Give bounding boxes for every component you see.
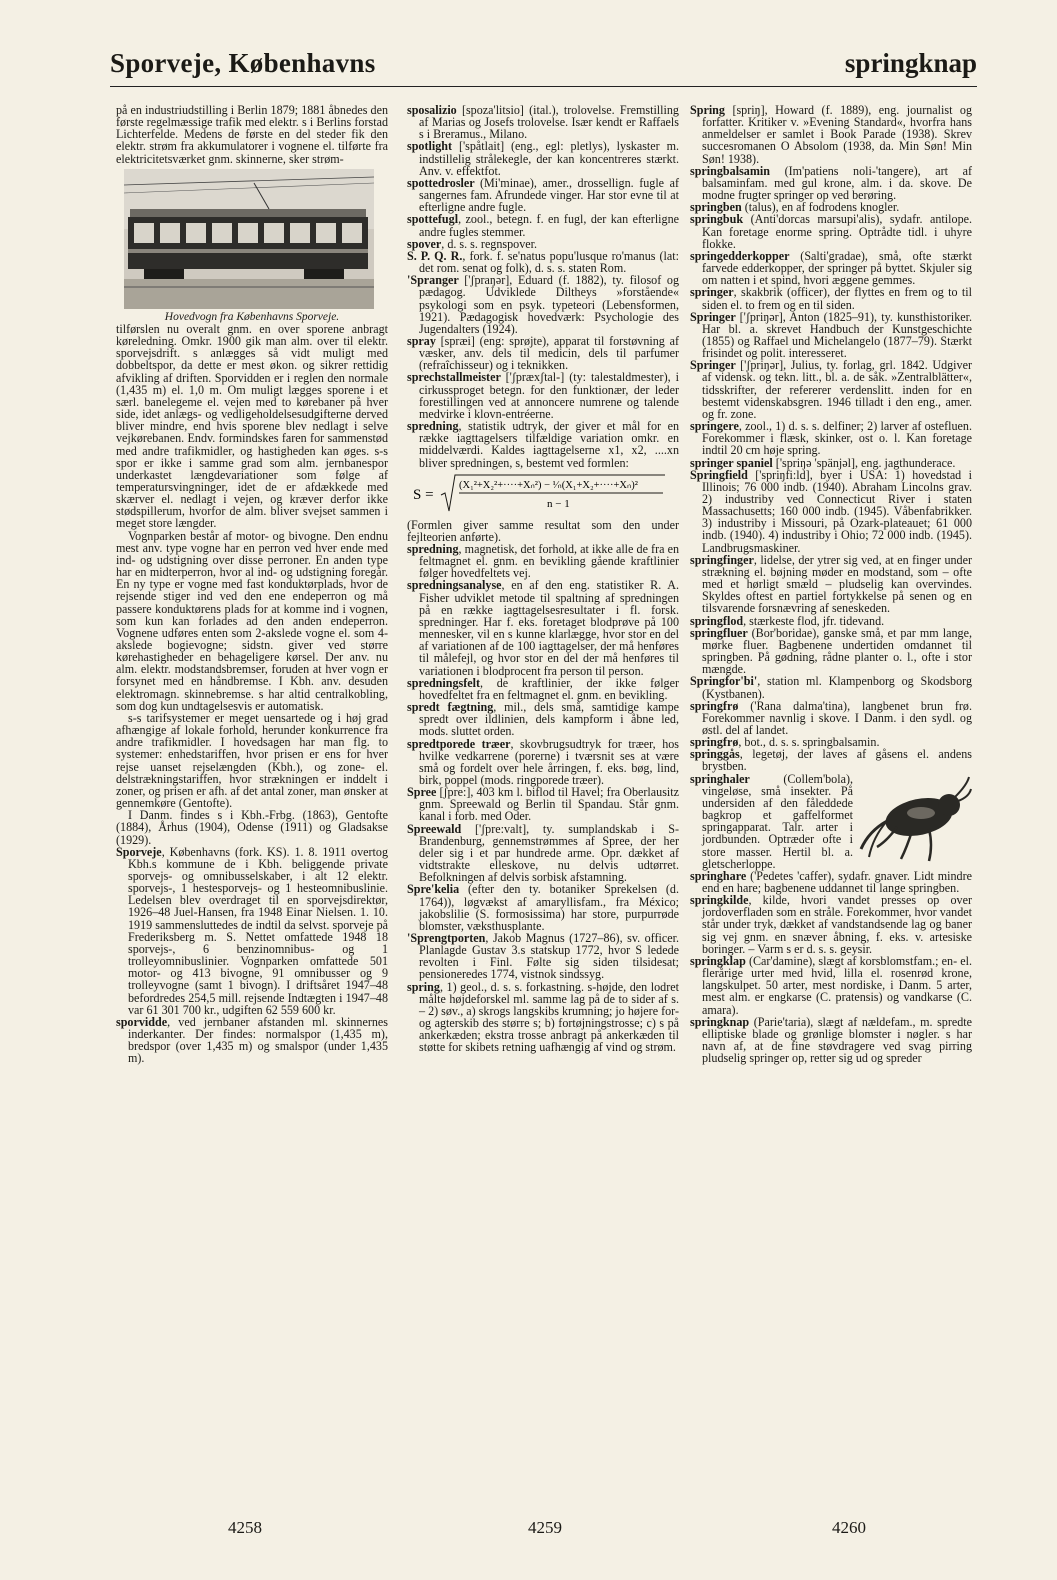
col1-para-0: på en industriudstilling i Berlin 1879; 1881 åbnedes den første regelmæssige trafik med elektr. s i Berlins forstad Lichterfelde. Medens de første en del steder fik den elektr. strøm fra akkumulatorer i vognene el. tilførte fra elektricitetsværket gnm. skinnerne, sker strøm- [116, 103, 388, 166]
entry-sprekelia: Spre'kelia (efter den ty. botaniker Sprekelsen (d. 1764)), løgvækst af amaryllisfam., fra México; jakobslilie (S. formosissima) har store, purpurrøde blomster, væksthusplante. [407, 882, 680, 933]
entry-springforbi: Springfor'bi', station ml. Klampenborg og Skodsborg (Kystbanen). [690, 674, 972, 701]
entry-spree: Spree [ʃpre:], 403 km l. biflod til Havel; fra Oberlausitz gnm. Spreewald og Berlin til Spandau. Står gnm. kanal i forb. med Oder. [407, 785, 679, 824]
col1-para-1: tilførslen nu overalt gnm. en over sporene anbragt køreledning. Omkr. 1900 gik man alm. over til elektr. sporvejsdrift. s anlægges så vidt muligt med dobbeltspor, da dette er mest økon. og sikrer rettidig afvikling af driften. Sporvidden er i reglen den normale (1,435 m) el. 1,0 m. Om muligt lægges sporene i et særl. banelegeme el. vejen med to kørebaner på hver side, idet anlægs- og vedligeholdelsesudgifterne derved bliver mindre, end hvis sporene blev nedlagt i selve vejkørebanen. Endv. formindskes faren for sammenstød med andre trafikmidler, og hastigheden kan øges. s-s spor er ikke i samme grad som alm. jernbanespor underkastet længdevariationer som følge af temperatursvingninger, idet de er afdækkede med skærver el. nedlagt i vejen, og kræver derfor ikke stødspillerum, hvorfor de alm. bliver svejset sammen i meget store længder. [116, 321, 388, 531]
entry-spredning: spredning, statistik udtryk, der giver et mål for en række iagttagelsers tilfældige variation omkr. en middelværdi. Kaldes iagttagelserne x1, x2, ....xn bliver spredningen, s, bestemt ved formlen: [407, 419, 679, 470]
entry-spqr: S. P. Q. R., fork. f. se'natus popu'lusque ro'manus (lat: det rom. senat og folk), d. s. s. staten Rom. [407, 248, 679, 276]
entry-springfro: springfrø ('Rana dalma'tina), langbenet brun frø. Forekommer navnlig i skove. I Danm. i den sydl. og østl. del af landet. [690, 698, 972, 737]
springtail-insect-illustration [857, 775, 972, 867]
entry-springhaler: springhaler (Collem'bola), vingeløse, små insekter. På undersiden af den fåleddede bagkrop et gaffelformet springapparat. Talr. arter i jordbunden. Optræder ofte i store masser. Hertil bl. a. gletscherloppe. [690, 771, 853, 871]
col1-para-4: I Danm. findes s i Kbh.-Frbg. (1863), Gentofte (1884), Århus (1904), Odense (1911) og Gladsakse (1929). [116, 808, 388, 847]
entry-sporveje-kobenhavns: Sporveje, Københavns (fork. KS). 1. 8. 1911 overtog Kbh.s kommune de i Kbh. beliggende private sporvejs- og omnibusselskaber, i alt 12 elektr. sporvejs-, 1 hestesporvejs- og 1 hesteomnibuslinie. Ledelsen blev overdraget til en sporvejsdirektør, 1926–48 Juel-Hansen, fra 1948 Einar Nielsen. 1. 10. 1919 sammensluttedes de indtil da selvst. sporveje på Frederiksberg m. S. Nettet omfattede 1948 18 sporvejs-, 6 benzinomnibus- og 1 trolleyomnibuslinier. Vognparken omfattede 501 motor- og 413 bivogne, 91 omnibusser og 9 trolleyvogne (samt 1 bivogn). I driftsåret 1947–48 befordredes 254,5 mill. rejsende Indtægten i 1947–48 var 61 301 700 kr., udgiften 62 559 600 kr. [116, 844, 388, 1017]
entry-spring-howard: Spring [spriŋ], Howard (f. 1889), eng. journalist og forfatter. Kritiker v. »Evening Standard«, hvorfra hans anmeldelser er samlet i Book Parade (1938). Skrev succesromanen O Absolom (1938, da. Min Søn! Min Søn! 1938). [690, 103, 973, 166]
column-2 [407, 104, 679, 1054]
column-1 [116, 104, 388, 1064]
entry-spottedrosler: spottedrosler (Mi'minae), amer., drossellign. fugle af sangernes fam. Afrundede vinger. Har stor evne til at efterligne andre fugle. [407, 175, 679, 215]
entry-springfield: Springfield ['spriŋfi:ld], byer i USA: 1) hovedstad i Illinois; 76 000 indb. (1940). Abraham Lincolns grav. 2) industriby ved Connecticut River i staten Massachusetts; 160 000 indb. (1945). Våbenfabrikker. 3) industriby i Missouri, på Ozark-plateauet; 61 000 indb. (1940). 4) industriby i Ohio; 72 000 indb. (1945). Landbrugsmaskiner. [690, 467, 972, 555]
entry-springflod: springflod, stærkeste flod, jfr. tidevand. [690, 613, 885, 628]
entry-spredtporede-traeer: spredtporede træer, skovbrugsudtryk for træer, hos hvilke vedkarrene (porerne) i tværsnit ses at være små og fordelt over hele årringen, f. eks. bøg, lind, birk, poppel (mods. ringporede træer). [407, 736, 679, 787]
entry-springer: springer, skakbrik (officer), der flyttes en frem og to til siden el. to frem og en til siden. [690, 285, 972, 312]
entry-springer-anton: Springer ['ʃpriŋər], Anton (1825–91), ty. kunsthistoriker. Har bl. a. skrevet Handbuch der Kunstgeschichte (1855) og Raffael und Michelangelo (1877–79). Stærkt frisindet og polit. interesseret. [690, 309, 972, 361]
column-3 [690, 104, 972, 1064]
svg-text:S =: S = [413, 486, 434, 503]
entry-springer-julius: Springer ['ʃpriŋər], Julius, ty. forlag, grl. 1842. Udgiver af vidensk. og tekn. litt., bl. a. de såk. »Zentralblätter«, tidsskrifter, der refererer verdenslitt. inden for en bestemt videnskabsgren. 1946 tilladt i den eng., amer. og fr. zone. [690, 358, 972, 421]
page-header [110, 46, 977, 87]
entry-sposalizio: sposalizio [spoza'litsio] (ital.), trolovelse. Fremstilling af Marias og Josefs trolovelse. Især kendt er Raffaels s i Breramus., Milano. [407, 103, 679, 142]
page-number-middle: 4259 [528, 1518, 562, 1537]
entry-springer-spaniel: springer spaniel ['spriŋə 'spänjəl], eng. jagthunderace. [690, 455, 956, 470]
entry-springbuk: springbuk (Anti'dorcas marsupi'alis), sydafr. antilope. Kan foretage enorme spring. Optrådte tidl. i uhyre flokke. [690, 212, 973, 251]
photo-caption: Hovedvogn fra Københavns Sporveje. [164, 310, 340, 323]
header-right-guideword: springknap [844, 48, 977, 78]
entry-springben: springben (talus), en af fodrodens knogler. [690, 200, 900, 215]
entry-spover: spover, d. s. s. regnspover. [407, 236, 537, 251]
tram-photo [124, 169, 374, 309]
spredning-formula [407, 471, 669, 517]
entry-springkilde: springkilde, kilde, hvori vandet presses op over jordoverfladen som en stråle. Forekommer, hvor vandet står under tryk, dækket af vandstandsende lag og baner sig vej gnm. en snæver åbning, f. eks. v. artesiske boringer. – Varm s er d. s. s. geysir. [690, 893, 972, 956]
page-number-left: 4258 [228, 1518, 262, 1537]
entry-spreewald: Spreewald ['ʃpre:valt], ty. sumplandskab i S-Brandenburg, gennemstrømmes af Spree, der her deler sig i et par hundrede arme. Opr. dækket af vidtstrakte elleskove, nu delvis udtørret. Befolkningen af delvis sorbisk afstamning. [407, 821, 679, 885]
entry-springfluer: springfluer (Bor'boridae), ganske små, et par mm lange, mørke fluer. Bagbenene undertiden omdannet til springben. På gødning, rådne planter o. l., ofte i stor mængde. [690, 625, 972, 677]
entry-springbalsamin: springbalsamin (Im'patiens noli-'tangere), art af balsaminfam. med gul krone, alm. i da. skove. De modne frugter springer op ved berøring. [690, 163, 972, 203]
page-number-right: 4260 [832, 1518, 866, 1537]
entry-springfinger: springfinger, lidelse, der ytrer sig ved, at en finger under strækning el. bøjning møder en modstand, som – ofte med et hørligt smæld – pludselig kan overvindes. Skyldes oftest en partiel fortykkelse på senen og en tilsvarende forsnævring af seneskeden. [690, 552, 972, 616]
entry-sprechstallmeister: sprechstallmeister ['ʃpræxʃtal-] (ty: talestaldmester), i cirkussproget betegn. for den funktionær, der leder forestillingen ved at annoncere numrene og talende medvirke i klovn-entréerne. [407, 370, 680, 421]
entry-spring: spring, 1) geol., d. s. s. forkastning. s-højde, den lodret målte højdeforskel ml. samme lag på de to sider af s. – 2) søv., a) skrogs langskibs krumning; jo højere for- og agterskib des større s; b) fortøjningstrosse; c) s på ankerkæden; ekstra trosse anbragt på ankerkæden til støtte for skibets retning uafhængig af vind og strøm. [407, 979, 679, 1055]
entry-springere: springere, zool., 1) d. s. s. delfiner; 2) larver af ostefluen. Forekommer i flæsk, skinker, ost o. l. Kan foretage indtil 20 cm høje spring. [690, 419, 972, 458]
col1-para-3: s-s tarifsystemer er meget uensartede og i høj grad afhængige af lokale forhold, herunder konkurrence fra andre trafikmidler. I hovedsagen har man flg. to systemer: enhedstariffen, hvor prisen er ens for hver rejse uanset rejselængden (Kbh.), og zone- el. delstrækningstariffen, hvor strækningen er inddelt i zoner, og prisen er afh. af det antal zoner, man ønsker at gennemkøre (Gentofte). [116, 710, 388, 811]
entry-spranger: 'Spranger ['ʃpraŋər], Eduard (f. 1882), ty. filosof og pædagog. Udviklede Diltheys »forstående« psykologi som en psyk. typeteori (Lebensformen, 1921). Pædagogisk hovedværk: Psychologie des Jugendalters (1924). [407, 273, 680, 336]
entry-springgas: springgås, legetøj, der laves af gåsens el. andens brystben. [690, 747, 972, 774]
entry-spottefugl: spottefugl, zool., betegn. f. en fugl, der kan efterligne andre fugles stemmer. [407, 212, 679, 239]
svg-text:n − 1: n − 1 [547, 497, 570, 510]
entry-springknap: springknap (Parie'taria), slægt af nældefam., m. spredte elliptiske blade og grønlige blomster i nøgler. s har navn af, at de fine støvdragere ved svag pirring pludselig springer op, retter sig ud og spreder [690, 1014, 972, 1066]
entry-spredningsfelt: spredningsfelt, de kraftlinier, der ikke følger hovedfeltet fra en feltmagnet el. gnm. en bevikling. [407, 675, 679, 702]
entry-spredt-faegtning: spredt fægtning, mil., dels små, samtidige kampe spredt over ildlinien, dels kampform i åbne led, mods. sluttet orden. [407, 700, 680, 739]
entry-sprengtporten: 'Sprengtporten, Jakob Magnus (1727–86), sv. officer. Planlagde Gustav 3.s statskup 1772, hvor S ledede revolten i Finl. Følte sig siden tilsidesat; pensioneredes 1774, vistnok sindssyg. [407, 931, 679, 982]
entry-spray: spray [spræi] (eng: sprøjte), apparat til forstøvning af væsker, anv. dels til medicin, dels til parfumer (refraîchisseur) og i teknikken. [407, 333, 679, 373]
entry-spotlight: spotlight ['spåtlait] (eng., egl: pletlys), lyskaster m. indstillelig strålekegle, der kan koncentreres stærkt. Anv. v. effektfot. [407, 139, 679, 178]
entry-springhare: springhare ('Pedetes 'caffer), sydafr. gnaver. Lidt mindre end en hare; bagbenene uddannet til lange springben. [690, 868, 972, 895]
entry-springklap: springklap (Car'damine), slægt af korsblomstfam.; en- el. flerårige urter med hvid, lilla el. rosenrød krone, langskulpet. 50 arter, mest nordiske, i Danm. 5 arter, mest alm. er engkarse (C. pratensis) og vandkarse (C. amara). [690, 953, 972, 1017]
entry-spredning-magnetisk: spredning, magnetisk, det forhold, at ikke alle de fra en feltmagnet el. gnm. en bevikling gående kraftlinier følger hovedfeltets vej. [407, 542, 679, 581]
header-left-guideword: Sporveje, Københavns [110, 48, 376, 78]
entry-spredningsanalyse: spredningsanalyse, en af den eng. statistiker R. A. Fisher udviklet metode til spaltning af spredningen på en række iagttagelsesresultater i fl. forsk. spredninger. Har f. eks. foretaget blodprøve på 100 mennesker, vil en s kunne klarlægge, hvor stor en del af variationen af de 100 iagttagelser, der må henføres til målefejl, og hvor stor en del der må henføres til variationen i blodprocent fra person til person. [407, 578, 679, 678]
formula-note: (Formlen giver samme resultat som den under fejlteorien anførte). [407, 517, 679, 544]
entry-sporvidde: sporvidde, ved jernbaner afstanden ml. skinnernes inderkanter. Der findes: normalspor (1,435 m), bredspor (over 1,435 m) og smalspor (under 1,435 m). [116, 1014, 388, 1066]
svg-text:(X₁²+X₂²+····+Xₙ²) − ¹⁄ₙ(X₁+X₂: (X₁²+X₂²+····+Xₙ²) − ¹⁄ₙ(X₁+X₂+····+Xₙ)² [459, 479, 638, 491]
entry-springfro-bot: springfrø, bot., d. s. s. springbalsamin. [690, 735, 880, 750]
col1-para-2: Vognparken består af motor- og bivogne. Den endnu mest anv. type vogne har en perron ved hver ende med ind- og udstigning over disse perroner. En anden type har en midterperron, hvor al ind- og udstigning foregår. En ny type er vogne med fast konduktørplads, hvor de rejsende stiger ind ved den ene endeperron og må passere konduktørens plads for at komme ind i vognen, som kun kan forlades ad den anden endeperron. Vognene udføres enten som 2-akslede vogne el. som 4-akslede bogievogne; sidstn. giver ved større kørehastigheder en behageligere kørsel. Der anv. nu alm. elektr. modstandsbremser, foruden at hver vogn er forsynet med en håndbremse. I Kbh. anv. desuden elektromagn. skinnebremse. s har altid centralkobling, som dog kun undtagelsesvis er automatisk. [116, 528, 388, 713]
entry-springedderkopper: springedderkopper (Salti'gradae), små, ofte stærkt farvede edderkopper, der springer på byttet. Skjuler sig om natten i et spind, hvori æggene gemmes. [690, 248, 972, 288]
